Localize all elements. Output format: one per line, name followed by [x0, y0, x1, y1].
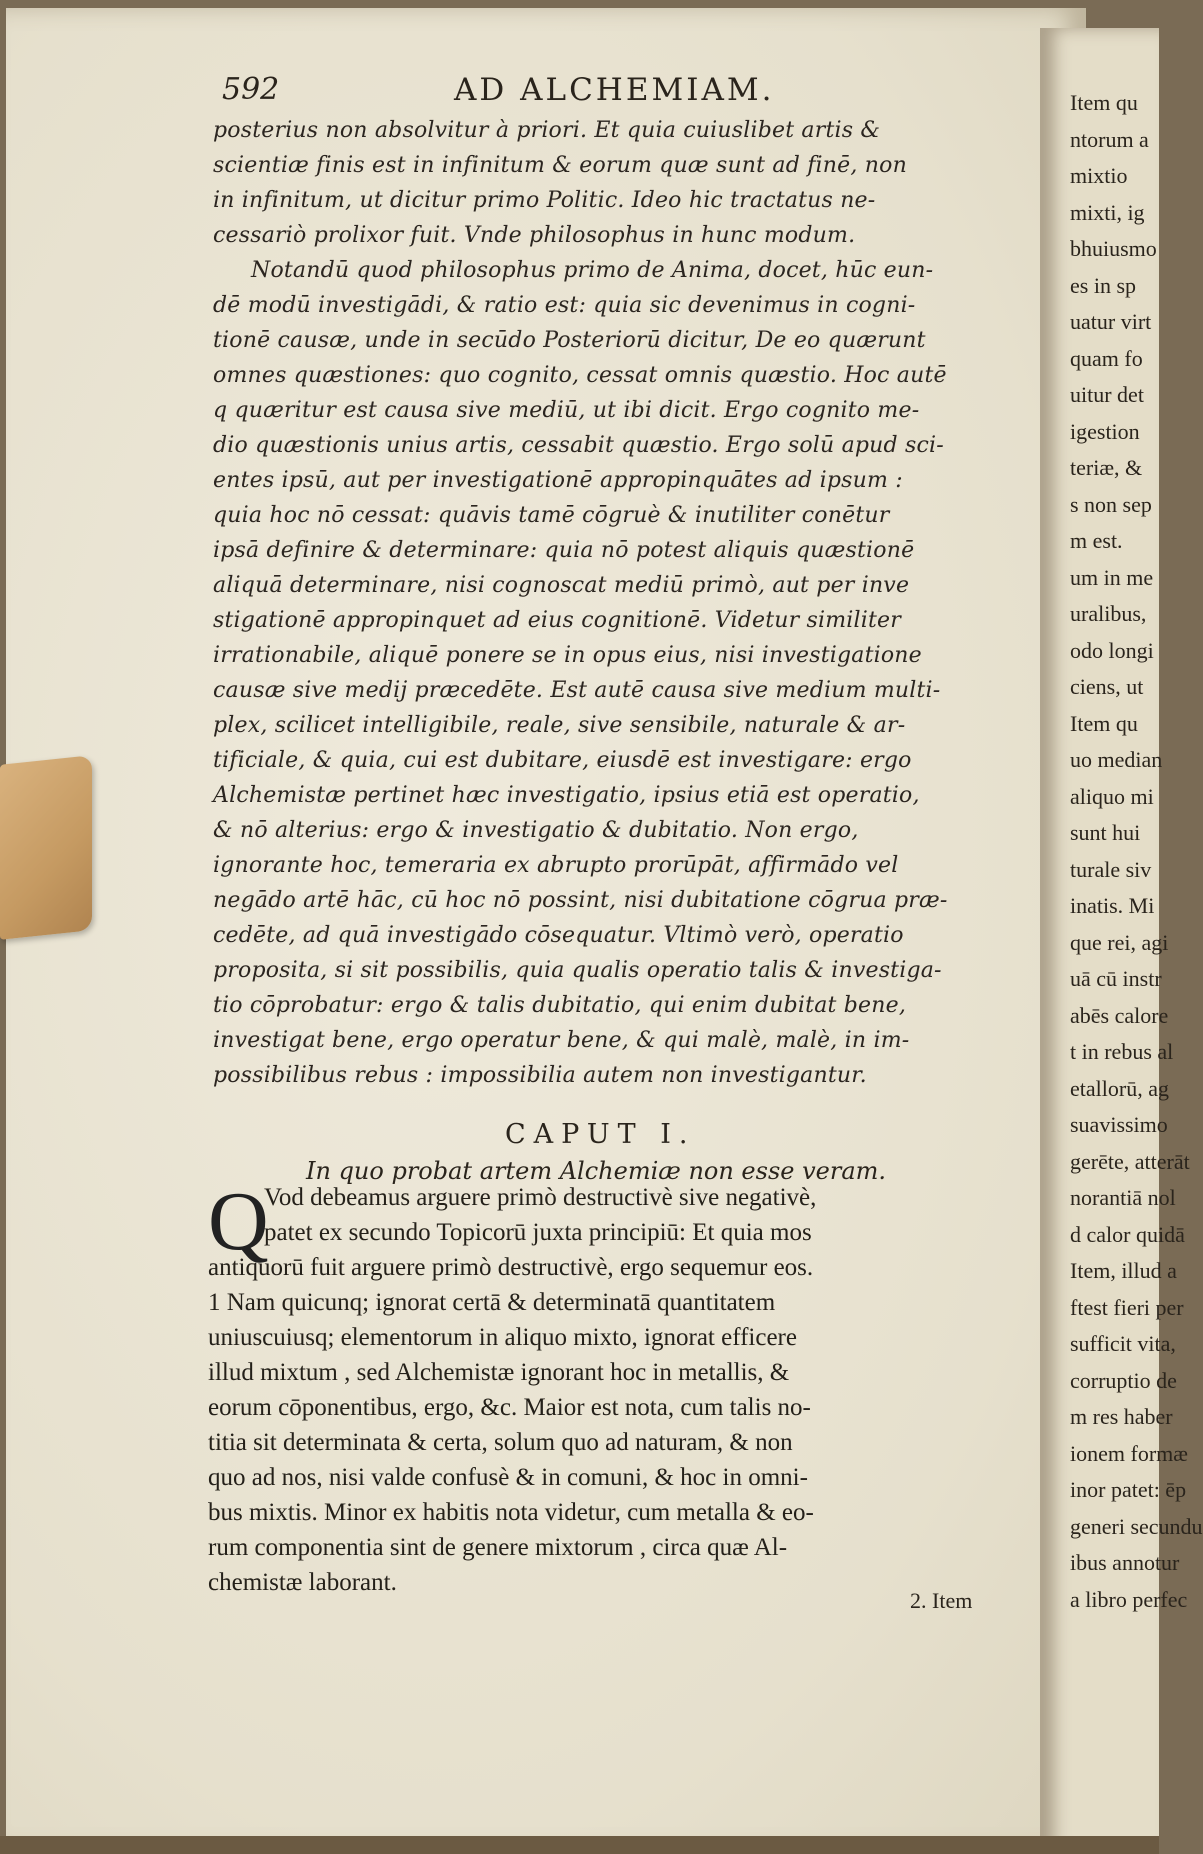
body-text-line: eorum cōponentibus, ergo, &c. Maior est nota, cum talis no- — [208, 1394, 811, 1421]
book-bottom-edge — [0, 1836, 1159, 1854]
facing-page-fragment: uā cū instr — [1070, 966, 1162, 991]
italic-text-line: tificiale, & quia, cui est dubitare, eiusdē est investigare: ergo — [213, 748, 912, 773]
drop-cap: Q — [208, 1175, 269, 1268]
italic-text-line: ignorante hoc, temeraria ex abrupto prorūpāt, affirmādo vel — [213, 853, 899, 878]
body-text-line: 1 Nam quicunq; ignorat certā & determinatā quantitatem — [208, 1289, 776, 1316]
body-text-line: antiquorū fuit arguere primò destructivè, ergo sequemur eos. — [208, 1254, 814, 1281]
facing-page-fragment: ftest fieri per — [1070, 1294, 1184, 1320]
italic-text-line: omnes quæstiones: quo cognito, cessat omnis quæstio. Hoc autē — [213, 363, 947, 388]
italic-text-line: q quæritur est causa sive mediū, ut ibi dicit. Ergo cognito me- — [213, 398, 920, 423]
facing-page-fragment: m res haber — [1070, 1404, 1173, 1429]
facing-page-fragment: norantiā nol — [1070, 1185, 1176, 1210]
body-text-line: quo ad nos, nisi valde confusè & in comuni, & hoc in omni- — [208, 1464, 808, 1491]
italic-text-line: tio cōprobatur: ergo & talis dubitatio, qui enim dubitat bene, — [213, 993, 907, 1018]
facing-page-fragment: corruptio de — [1070, 1367, 1177, 1393]
facing-page-fragment: generi secundu — [1070, 1513, 1203, 1539]
italic-text-line: plex, scilicet intelligibile, reale, sive sensibile, naturale & ar- — [213, 713, 906, 738]
facing-page-fragment: ibus annotur — [1070, 1550, 1180, 1575]
italic-text-line: investigat bene, ergo operatur bene, & qui malè, malè, in im- — [213, 1028, 910, 1053]
facing-page-fragment: es in sp — [1070, 272, 1136, 298]
facing-page-fragment: mixti, ig — [1070, 199, 1145, 225]
body-text-line: rum componentia sint de genere mixtorum , circa quæ Al- — [208, 1534, 788, 1561]
facing-page-fragment: a libro perfec — [1070, 1586, 1188, 1612]
italic-text-line: causæ sive medij præcedēte. Est autē causa sive medium multi- — [213, 678, 941, 703]
facing-page-fragment: igestion — [1070, 418, 1140, 444]
facing-page-fragment: turale siv — [1070, 856, 1152, 882]
italic-text-line: dē modū investigādi, & ratio est: quia sic devenimus in cogni- — [213, 293, 916, 318]
italic-text-line: ipsā definire & determinare: quia nō potest aliquis quæstionē — [213, 538, 915, 563]
facing-page-fragment: d calor quidā — [1070, 1221, 1185, 1247]
body-text-line: illud mixtum , sed Alchemistæ ignorant hoc in metallis, & — [208, 1359, 790, 1386]
facing-page-fragment: odo longi — [1070, 637, 1154, 663]
chapter-body-text — [208, 1175, 1028, 1600]
facing-page-fragment: suavissimo — [1070, 1112, 1168, 1137]
italic-text-line: Alchemistæ pertinet hæc investigatio, ipsius etiā est operatio, — [213, 783, 920, 808]
italic-text-line: posterius non absolvitur à priori. Et quia cuiuslibet artis & — [213, 118, 881, 143]
facing-page-fragment: uo median — [1070, 747, 1163, 772]
page-number: 592 — [222, 72, 280, 107]
italic-text-line: proposita, si sit possibilis, quia qualis operatio talis & investiga- — [213, 958, 942, 983]
facing-page-fragment: sunt hui — [1070, 820, 1141, 845]
facing-page-fragment: Item qu — [1070, 90, 1138, 115]
facing-page-edge — [1040, 28, 1203, 1854]
body-text-line: chemistæ laborant. — [208, 1569, 397, 1596]
facing-page-fragment: Item, illud a — [1070, 1258, 1177, 1283]
facing-page-fragment: ciens, ut — [1070, 674, 1144, 699]
italic-text-line: Notandū quod philosophus primo de Anima, docet, hūc eun- — [251, 258, 934, 283]
italic-text-line: & nō alterius: ergo & investigatio & dubitatio. Non ergo, — [213, 818, 859, 843]
facing-page-fragment: mixtio — [1070, 163, 1128, 188]
catchword: 2. Item — [910, 1588, 973, 1613]
italic-text-line: cedēte, ad quā investigādo cōsequatur. Vltimò verò, operatio — [213, 923, 904, 948]
body-text-line: uniuscuiusq; elementorum in aliquo mixto, ignorat efficere — [208, 1324, 797, 1351]
italic-text-block — [213, 113, 1033, 1093]
chapter-title: CAPUT I. — [505, 1119, 696, 1150]
italic-text-line: stigationē appropinquet ad eius cognitionē. Videtur similiter — [213, 608, 901, 633]
facing-page-fragment: bhuiusmo — [1070, 236, 1157, 261]
facing-page-fragment: t in rebus al — [1070, 1039, 1174, 1064]
page-header — [222, 72, 1022, 116]
facing-page-fragment: abēs calore — [1070, 1002, 1169, 1028]
facing-page-fragment: aliquo mi — [1070, 783, 1154, 809]
facing-page-fragment: Item qu — [1070, 710, 1138, 736]
italic-text-line: in infinitum, ut dicitur primo Politic. Ideo hic tractatus ne- — [213, 188, 876, 213]
body-text-line: patet ex secundo Topicorū juxta principiū: Et quia mos — [264, 1219, 812, 1246]
facing-page-fragment: inor patet: ēp — [1070, 1477, 1187, 1502]
facing-page-fragment: ionem formæ — [1070, 1440, 1188, 1466]
italic-text-line: entes ipsū, aut per investigationē appropinquātes ad ipsum : — [213, 468, 903, 493]
facing-page-fragment: uatur virt — [1070, 309, 1152, 334]
body-text-line: Vod debeamus arguere primò destructivè sive negativè, — [264, 1184, 817, 1211]
facing-page-fragment: uralibus, — [1070, 601, 1147, 626]
facing-page-fragment: quam fo — [1070, 345, 1143, 371]
italic-text-line: cessariò prolixor fuit. Vnde philosophus in hunc modum. — [213, 223, 856, 248]
facing-page-fragment: teriæ, & — [1070, 455, 1143, 480]
facing-page-fragment: que rei, agi — [1070, 929, 1169, 955]
italic-text-line: scientiæ finis est in infinitum & eorum quæ sunt ad finē, non — [213, 153, 907, 178]
facing-page-fragment: inatis. Mi — [1070, 893, 1155, 918]
facing-page-fragment: uitur det — [1070, 382, 1144, 407]
paper-bookmark-tab — [0, 755, 92, 940]
body-text-line: titia sit determinata & certa, solum quo ad naturam, & non — [208, 1429, 793, 1456]
facing-page-fragment: sufficit vita, — [1070, 1331, 1176, 1356]
italic-text-line: tionē causæ, unde in secūdo Posteriorū dicitur, De eo quærunt — [213, 328, 926, 353]
italic-text-line: aliquā determinare, nisi cognoscat mediū primò, aut per inve — [213, 573, 910, 598]
facing-page-fragment: um in me — [1070, 564, 1154, 590]
italic-text-line: negādo artē hāc, cū hoc nō possint, nisi dubitatione cōgrua præ- — [213, 888, 948, 913]
facing-page-fragment: s non sep — [1070, 491, 1152, 517]
body-text-line: bus mixtis. Minor ex habitis nota videtur, cum metalla & eo- — [208, 1499, 814, 1526]
chapter-subtitle: In quo probat artem Alchemiæ non esse veram. — [306, 1157, 887, 1185]
italic-text-line: dio quæstionis unius artis, cessabit quæstio. Ergo solū apud sci- — [213, 433, 944, 458]
italic-text-line: quia hoc nō cessat: quāvis tamē cōgruè & inutiliter conētur — [213, 503, 890, 528]
italic-text-line: irrationabile, aliquē ponere se in opus eius, nisi investigatione — [213, 643, 922, 668]
facing-page-fragment: m est. — [1070, 528, 1123, 553]
italic-text-line: possibilibus rebus : impossibilia autem non investigantur. — [213, 1063, 867, 1088]
facing-page-fragment: gerēte, atterāt — [1070, 1148, 1190, 1174]
facing-page-fragment: etallorū, ag — [1070, 1075, 1169, 1101]
running-head: AD ALCHEMIAM. — [454, 72, 775, 108]
facing-page-fragment: ntorum a — [1070, 126, 1149, 152]
